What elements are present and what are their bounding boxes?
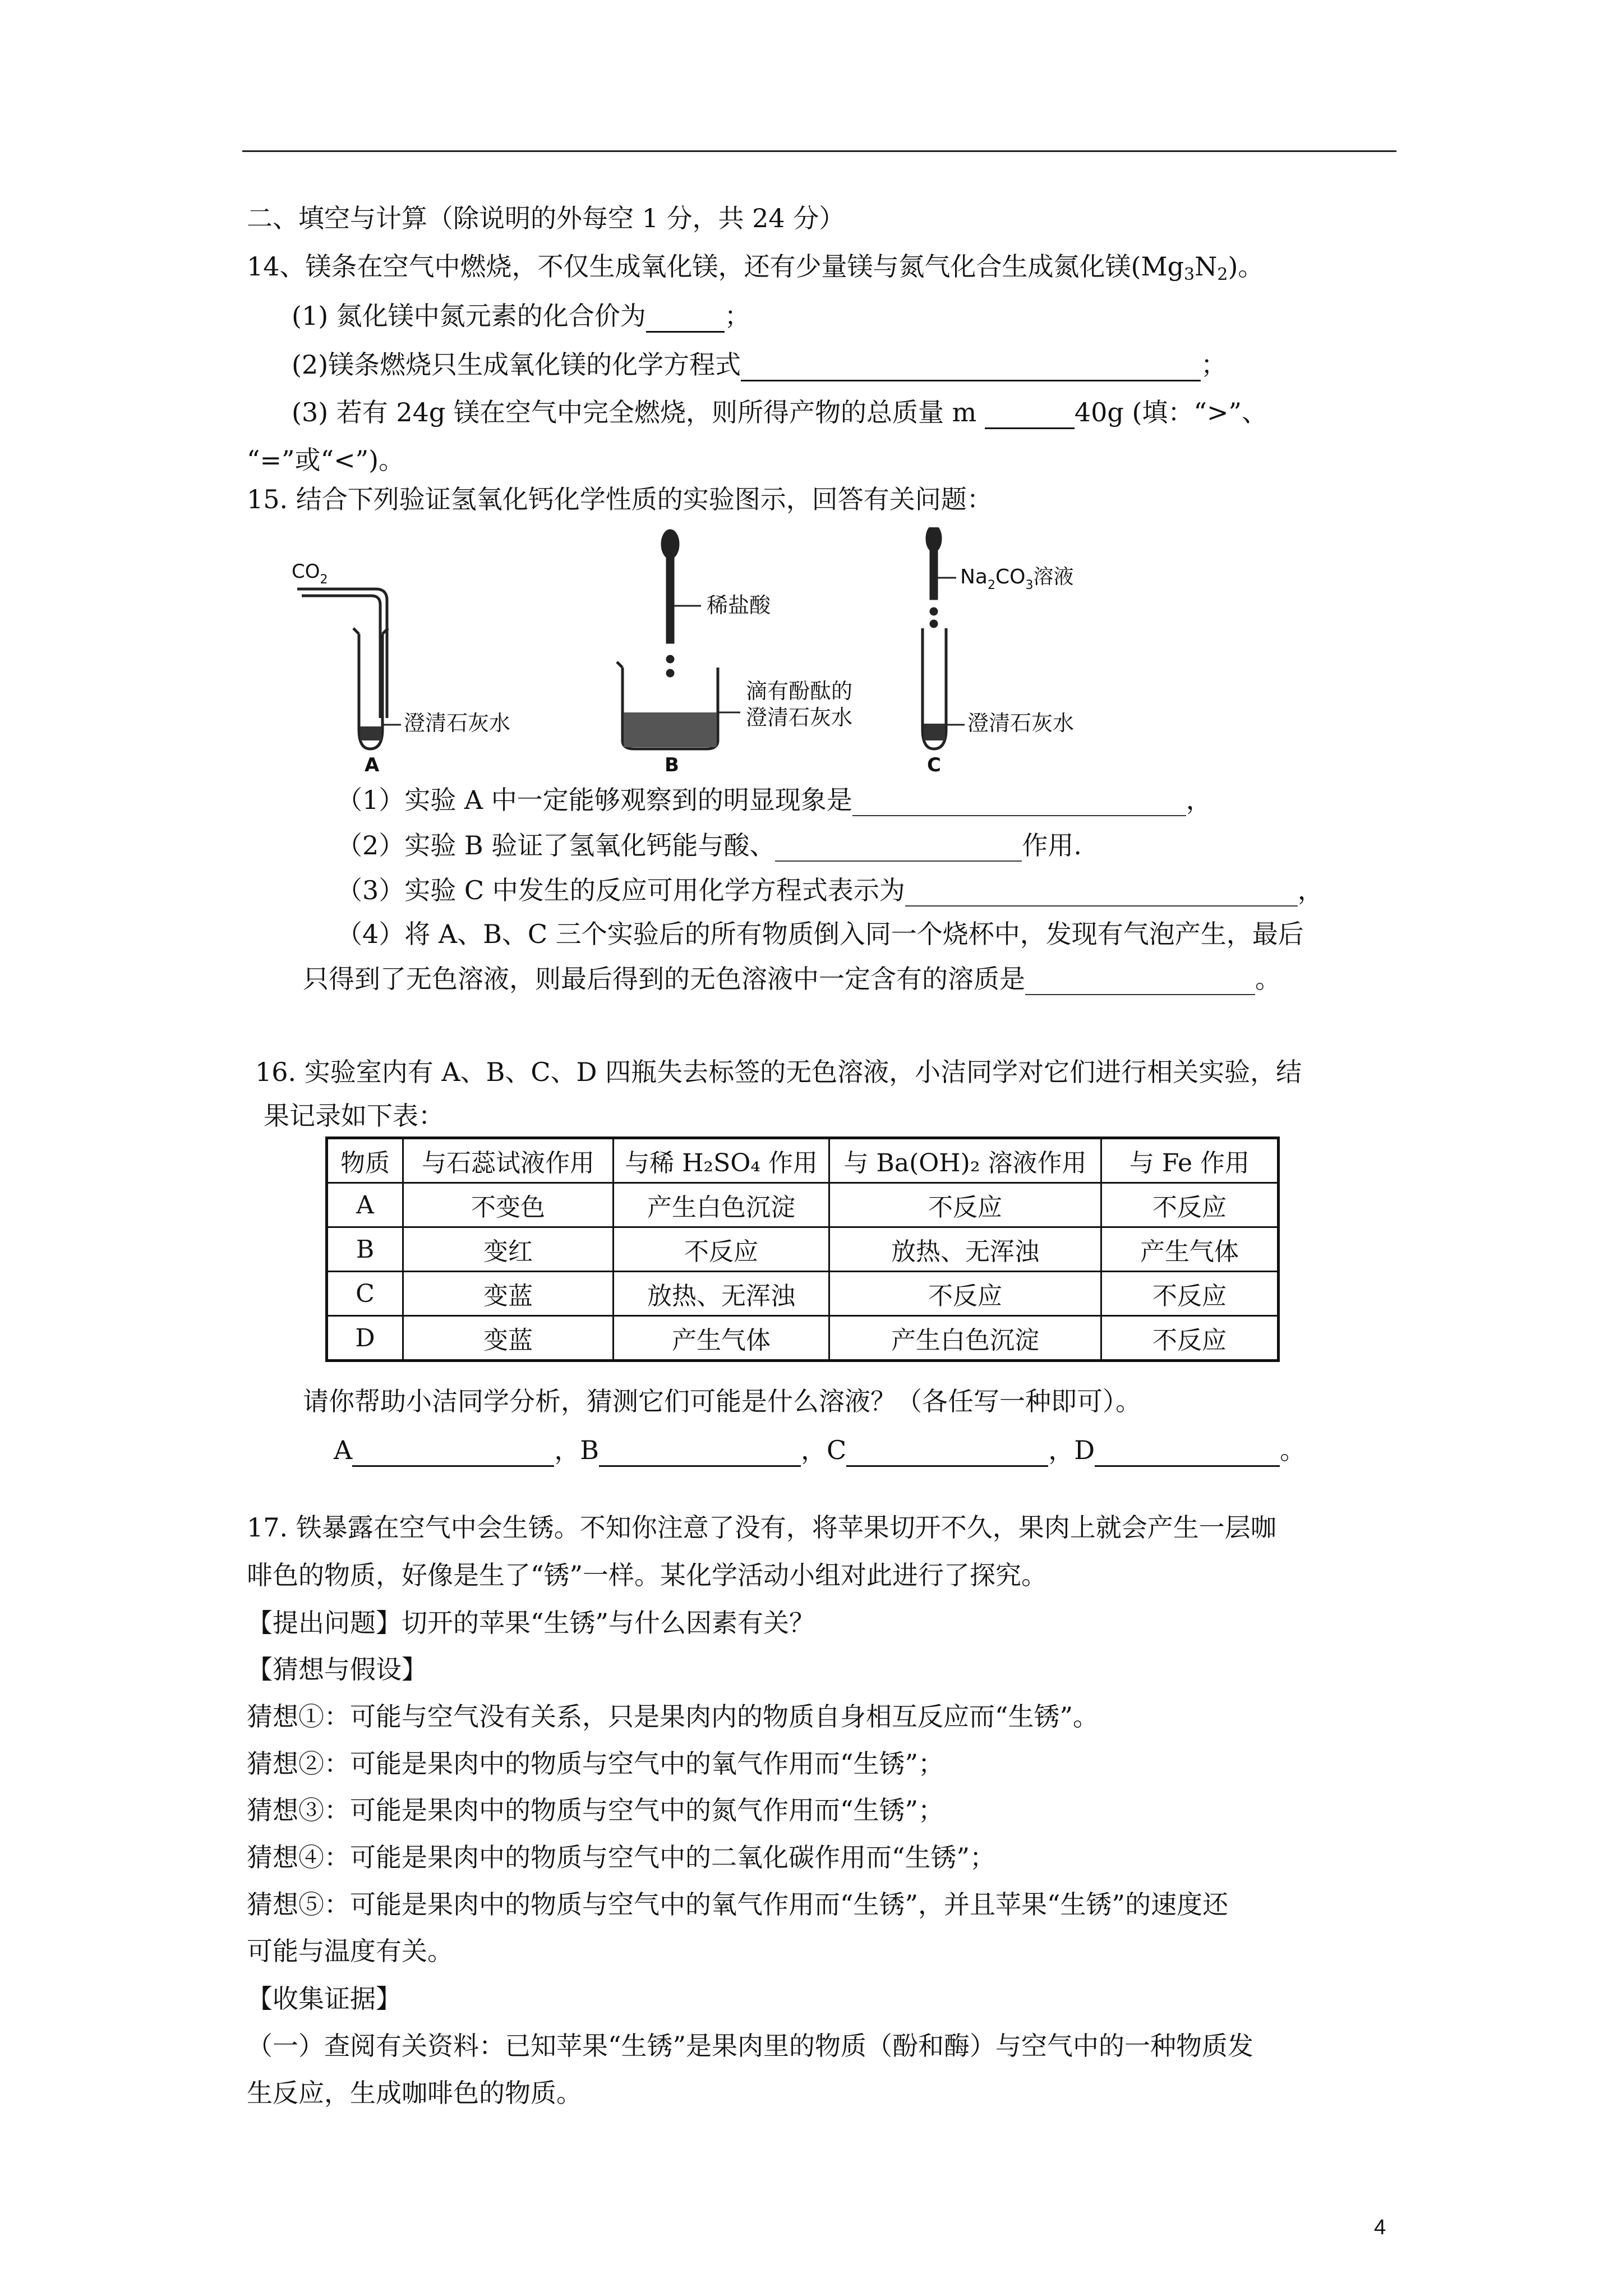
- table-row: [327, 1227, 1279, 1272]
- table-row: [327, 1316, 1279, 1361]
- table-cell: 变蓝: [403, 1316, 614, 1361]
- answer-blank[interactable]: [775, 835, 1022, 862]
- table-cell: 不反应: [829, 1183, 1101, 1227]
- q16-stem: 16. 实验室内有 A、B、C、D 四瓶失去标签的无色溶液，小洁同学对它们进行相关实验，结: [255, 1057, 1302, 1087]
- answer-blank[interactable]: [852, 789, 1186, 816]
- header-rule: [242, 150, 1396, 152]
- q17-line: 生反应，生成咖啡色的物质。: [247, 2078, 582, 2108]
- answer-blank[interactable]: [352, 1439, 554, 1467]
- section-heading: 二、填空与计算（除说明的外每空 1 分，共 24 分）: [247, 203, 845, 233]
- q17-line: 猜想③：可能是果肉中的物质与空气中的氮气作用而“生锈”；: [247, 1795, 944, 1825]
- table-header-row: [327, 1138, 1279, 1183]
- table-cell: D: [327, 1316, 403, 1361]
- table-cell: 产生白色沉淀: [614, 1183, 829, 1227]
- q17-line: 可能与温度有关。: [247, 1936, 453, 1966]
- table-cell: 不反应: [829, 1272, 1101, 1316]
- page-number: 4: [1374, 2216, 1386, 2239]
- table-cell: C: [327, 1272, 403, 1316]
- q17-line: 猜想①：可能与空气没有关系，只是果肉内的物质自身相互反应而“生锈”。: [247, 1701, 1099, 1732]
- answer-blank[interactable]: [741, 354, 1201, 381]
- answer-blank[interactable]: [1095, 1439, 1280, 1467]
- label-a: A: [365, 754, 380, 774]
- q14-stem: 14、镁条在空气中燃烧，不仅生成氧化镁，还有少量镁与氮气化合生成氮化镁$(Mg_3N_2)$。: [247, 251, 1264, 284]
- table-cell: 放热、无浑浊: [614, 1272, 829, 1316]
- table-row: [327, 1272, 1279, 1316]
- table-header: 与 Ba(OH)₂ 溶液作用: [829, 1138, 1101, 1183]
- q15-part4-cont: 只得到了无色溶液，则最后得到的无色溶液中一定含有的溶质是 。: [303, 964, 1281, 994]
- answer-blank[interactable]: [846, 1439, 1048, 1467]
- label-b: B: [665, 754, 679, 774]
- answer-blank[interactable]: [646, 305, 725, 333]
- table-row: [327, 1183, 1279, 1227]
- phenol-label-1: 滴有酚酞的: [746, 679, 853, 703]
- table-cell: 放热、无浑浊: [829, 1227, 1101, 1272]
- q14-part1: (1) 氮化镁中氮元素的化合价为 ；: [292, 303, 750, 333]
- table-cell: 变蓝: [403, 1272, 614, 1316]
- table-cell: 不反应: [614, 1227, 829, 1272]
- table-header: 与 Fe 作用: [1101, 1138, 1279, 1183]
- table-cell: 不变色: [403, 1183, 614, 1227]
- results-table: [325, 1137, 1280, 1362]
- table-header: 与稀 H₂SO₄ 作用: [614, 1138, 829, 1183]
- table-header: 与石蕊试液作用: [403, 1138, 614, 1183]
- table-cell: 不反应: [1101, 1316, 1279, 1361]
- table-cell: 变红: [403, 1227, 614, 1272]
- table-cell: 产生气体: [614, 1316, 829, 1361]
- table-cell: 不反应: [1101, 1272, 1279, 1316]
- table-cell: 产生气体: [1101, 1227, 1279, 1272]
- answer-blank[interactable]: [905, 880, 1298, 907]
- q15-stem: 15. 结合下列验证氢氧化钙化学性质的实验图示，回答有关问题：: [247, 484, 993, 514]
- answer-blank[interactable]: [985, 402, 1075, 429]
- q16-answers: A ，B ，C ，D 。: [334, 1437, 1306, 1467]
- q15-part2: （2）实验 B 验证了氢氧化钙能与酸、 作用.: [336, 830, 1082, 861]
- co2-label: $CO_2$: [292, 560, 328, 587]
- q17-line: 17. 铁暴露在空气中会生锈。不知你注意了没有，将苹果切开不久，果肉上就会产生一层咖: [247, 1512, 1276, 1543]
- apparatus-b: [617, 531, 740, 749]
- na2co3-label: $Na_2CO_3$溶液: [960, 565, 1074, 592]
- q15-part1: （1）实验 A 中一定能够观察到的明显现象是 ，: [336, 785, 1212, 815]
- q17-line: 【收集证据】: [247, 1984, 402, 2014]
- q15-part4: （4）将 A、B、C 三个实验后的所有物质倒入同一个烧杯中，发现有气泡产生，最后: [336, 919, 1304, 949]
- table-cell: A: [327, 1183, 403, 1227]
- table-header: 物质: [327, 1138, 403, 1183]
- q17-line: 啡色的物质，好像是生了“锈”一样。某化学活动小组对此进行了探究。: [247, 1560, 1048, 1590]
- label-c: C: [927, 754, 941, 774]
- q15-part3: （3）实验 C 中发生的反应可用化学方程式表示为 ，: [336, 875, 1324, 905]
- table-cell: B: [327, 1227, 403, 1272]
- apparatus-a: [297, 589, 401, 749]
- q14-part2: (2)镁条燃烧只生成氧化镁的化学方程式 ；: [292, 352, 1227, 381]
- table-cell: 产生白色沉淀: [829, 1316, 1101, 1361]
- q16-ask: 请你帮助小洁同学分析，猜测它们可能是什么溶液？（各任写一种即可）。: [303, 1386, 1141, 1416]
- q17-line: 【提出问题】切开的苹果“生锈”与什么因素有关？: [247, 1608, 815, 1638]
- q17-line: 【猜想与假设】: [247, 1654, 427, 1685]
- limewater-a-label: 澄清石灰水: [404, 711, 511, 735]
- q16-stem-cont: 果记录如下表：: [264, 1101, 444, 1131]
- answer-blank[interactable]: [1025, 968, 1255, 995]
- q17-line: 猜想⑤：可能是果肉中的物质与空气中的氧气作用而“生锈”，并且苹果“生锈”的速度还: [247, 1889, 1229, 1920]
- q14-part3: (3) 若有 24g 镁在空气中完全燃烧，则所得产物的总质量 m 40g (填：“>”、: [292, 399, 1267, 429]
- q17-line: 猜想④：可能是果肉中的物质与空气中的二氧化碳作用而“生锈”；: [247, 1842, 996, 1872]
- q17-line: 猜想②：可能是果肉中的物质与空气中的氧气作用而“生锈”；: [247, 1749, 944, 1779]
- phenol-label-2: 澄清石灰水: [746, 705, 853, 730]
- acid-label: 稀盐酸: [707, 593, 771, 618]
- apparatus-c: [923, 527, 965, 749]
- table-cell: 不反应: [1101, 1183, 1279, 1227]
- limewater-c-label: 澄清石灰水: [967, 711, 1075, 735]
- answer-blank[interactable]: [599, 1439, 801, 1467]
- q17-line: （一）查阅有关资料：已知苹果“生锈”是果肉里的物质（酚和酶）与空气中的一种物质发: [247, 2031, 1254, 2061]
- q14-part3-cont: “=”或“<”)。: [247, 445, 405, 475]
- experiment-figure: [275, 527, 1172, 774]
